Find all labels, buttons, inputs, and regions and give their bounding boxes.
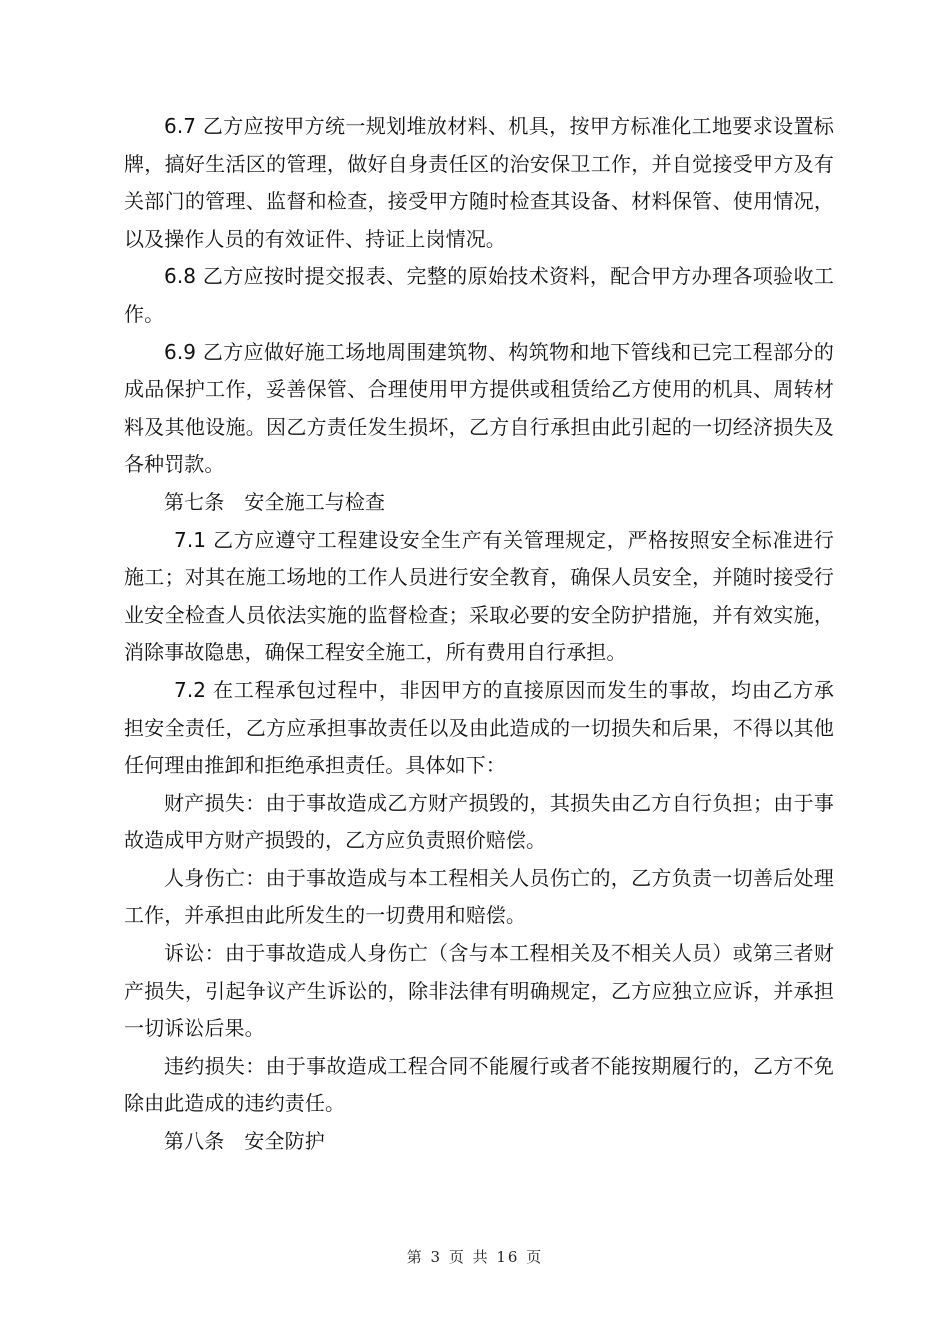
clause-6-7: 6.7 乙方应按甲方统一规划堆放材料、机具，按甲方标准化工地要求设置标牌，搞好生活区的管理，做好自身责任区的治安保卫工作，并自觉接受甲方及有关部门的管理、监督和检查，接受甲方随时检查其设备、材料保管、使用情况，以及操作人员的有效证件、持证上岗情况。	[124, 114, 834, 251]
article-8-heading: 第八条 安全防护	[164, 1129, 325, 1154]
clause-6-9: 6.9 乙方应做好施工场地周围建筑物、构筑物和地下管线和已完工程部分的成品保护工作，妥善保管、合理使用甲方提供或租赁给乙方使用的机具、周转材料及其他设施。因乙方责任发生损坏，乙方自行承担由此引起的一切经济损失及各种罚款。	[124, 339, 834, 477]
breach-loss-item: 违约损失：由于事故造成工程合同不能履行或者不能按期履行的，乙方不免除由此造成的违约责任。	[124, 1053, 834, 1116]
personal-injury-item: 人身伤亡：由于事故造成与本工程相关人员伤亡的，乙方负责一切善后处理工作，并承担由此所发生的一切费用和赔偿。	[124, 865, 834, 928]
page-number-footer: 第 3 页 共 16 页	[406, 1248, 544, 1266]
litigation-item: 诉讼：由于事故造成人身伤亡（含与本工程相关及不相关人员）或第三者财产损失，引起争议产生诉讼的，除非法律有明确规定，乙方应独立应诉，并承担一切诉讼后果。	[124, 941, 834, 1041]
property-loss-item: 财产损失：由于事故造成乙方财产损毁的，其损失由乙方自行负担；由于事故造成甲方财产损毁的，乙方应负责照价赔偿。	[124, 790, 834, 853]
article-7-heading: 第七条 安全施工与检查	[164, 489, 386, 514]
clause-7-1: 7.1 乙方应遵守工程建设安全生产有关管理规定，严格按照安全标准进行施工；对其在施工场地的工作人员进行安全教育，确保人员安全，并随时接受行业安全检查人员依法实施的监督检查；采取必要的安全防护措施，并有效实施，消除事故隐患，确保工程安全施工，所有费用自行承担。	[124, 527, 834, 665]
clause-6-8: 6.8 乙方应按时提交报表、完整的原始技术资料，配合甲方办理各项验收工作。	[124, 264, 834, 326]
document-body	[124, 108, 834, 1161]
clause-7-2: 7.2 在工程承包过程中，非因甲方的直接原因而发生的事故，均由乙方承担安全责任，乙方应承担事故责任以及由此造成的一切损失和后果，不得以其他任何理由推卸和拒绝承担责任。具体如下：	[124, 677, 834, 778]
